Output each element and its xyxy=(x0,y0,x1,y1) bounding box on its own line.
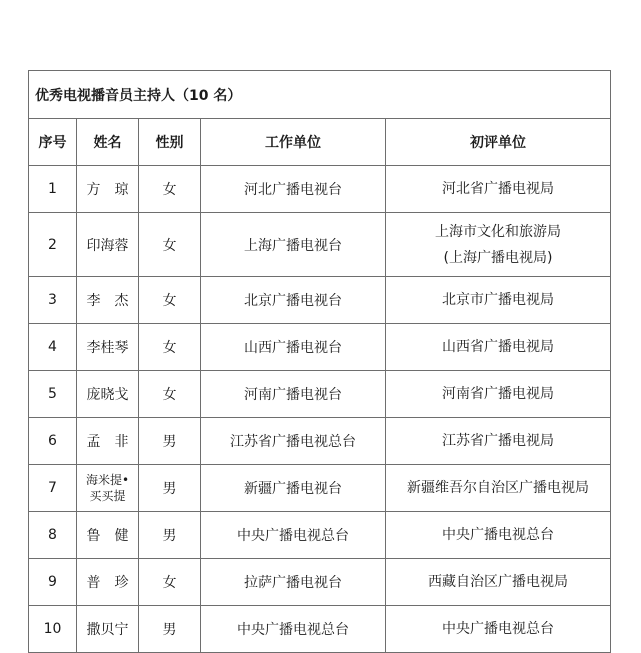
cell-gender: 男 xyxy=(139,418,201,465)
cell-name: 鲁 健 xyxy=(77,512,139,559)
cell-gender: 女 xyxy=(139,277,201,324)
eval-line: (上海广播电视局) xyxy=(443,249,553,266)
cell-gender: 女 xyxy=(139,166,201,213)
cell-eval-unit xyxy=(386,277,611,324)
cell-eval-unit xyxy=(386,371,611,418)
cell-name: 李 杰 xyxy=(77,277,139,324)
table-row xyxy=(29,166,611,213)
cell-no: 7 xyxy=(29,465,77,512)
eval-line: 河北省广播电视局 xyxy=(442,181,554,197)
cell-work-unit: 河南广播电视台 xyxy=(201,371,386,418)
cell-gender: 男 xyxy=(139,512,201,559)
cell-gender: 女 xyxy=(139,559,201,606)
eval-line: 上海市文化和旅游局 xyxy=(435,223,561,240)
cell-work-unit: 河北广播电视台 xyxy=(201,166,386,213)
awards-table xyxy=(28,70,611,653)
cell-gender: 女 xyxy=(139,371,201,418)
cell-eval-unit xyxy=(386,166,611,213)
name-line: 海米提• xyxy=(85,473,130,487)
cell-eval-unit xyxy=(386,465,611,512)
cell-work-unit: 中央广播电视总台 xyxy=(201,512,386,559)
header-no: 序号 xyxy=(29,119,77,166)
header-name: 姓名 xyxy=(77,119,139,166)
cell-no: 6 xyxy=(29,418,77,465)
cell-eval-unit xyxy=(386,418,611,465)
eval-line: 河南省广播电视局 xyxy=(442,386,554,402)
cell-no: 8 xyxy=(29,512,77,559)
cell-work-unit: 拉萨广播电视台 xyxy=(201,559,386,606)
cell-work-unit: 江苏省广播电视总台 xyxy=(201,418,386,465)
cell-gender: 女 xyxy=(139,213,201,277)
cell-gender: 女 xyxy=(139,324,201,371)
table-row xyxy=(29,512,611,559)
table-row xyxy=(29,465,611,512)
eval-line: 中央广播电视总台 xyxy=(442,527,554,543)
cell-work-unit: 北京广播电视台 xyxy=(201,277,386,324)
cell-eval-unit xyxy=(386,606,611,653)
cell-work-unit: 山西广播电视台 xyxy=(201,324,386,371)
cell-no: 3 xyxy=(29,277,77,324)
table-row xyxy=(29,606,611,653)
cell-no: 9 xyxy=(29,559,77,606)
cell-name: 李桂琴 xyxy=(77,324,139,371)
cell-work-unit: 新疆广播电视台 xyxy=(201,465,386,512)
cell-eval-unit xyxy=(386,213,611,277)
document-page xyxy=(28,70,610,653)
header-eval-unit: 初评单位 xyxy=(386,119,611,166)
cell-work-unit: 中央广播电视总台 xyxy=(201,606,386,653)
cell-gender: 男 xyxy=(139,465,201,512)
cell-eval-unit xyxy=(386,559,611,606)
cell-no: 1 xyxy=(29,166,77,213)
table-row xyxy=(29,371,611,418)
table-header-row xyxy=(29,119,611,166)
cell-name: 庞晓戈 xyxy=(77,371,139,418)
table-row xyxy=(29,277,611,324)
cell-name: 方 琼 xyxy=(77,166,139,213)
table-row xyxy=(29,418,611,465)
table-row xyxy=(29,324,611,371)
cell-name: 孟 非 xyxy=(77,418,139,465)
name-line: 买买提 xyxy=(89,489,126,503)
cell-no: 2 xyxy=(29,213,77,277)
cell-eval-unit xyxy=(386,324,611,371)
table-title: 优秀电视播音员主持人（10 名） xyxy=(29,71,611,119)
cell-name: 撒贝宁 xyxy=(77,606,139,653)
eval-line: 北京市广播电视局 xyxy=(442,292,554,308)
table-row xyxy=(29,559,611,606)
header-work-unit: 工作单位 xyxy=(201,119,386,166)
header-gender: 性别 xyxy=(139,119,201,166)
eval-line: 西藏自治区广播电视局 xyxy=(428,574,568,590)
table-row xyxy=(29,213,611,277)
cell-name: 印海蓉 xyxy=(77,213,139,277)
cell-no: 4 xyxy=(29,324,77,371)
eval-line: 中央广播电视总台 xyxy=(442,621,554,637)
eval-line: 江苏省广播电视局 xyxy=(442,433,554,449)
cell-name xyxy=(77,465,139,512)
cell-gender: 男 xyxy=(139,606,201,653)
cell-name: 普 珍 xyxy=(77,559,139,606)
table-title-row xyxy=(29,71,611,119)
cell-no: 5 xyxy=(29,371,77,418)
cell-no: 10 xyxy=(29,606,77,653)
cell-eval-unit xyxy=(386,512,611,559)
cell-work-unit: 上海广播电视台 xyxy=(201,213,386,277)
eval-line: 山西省广播电视局 xyxy=(442,339,554,355)
eval-line: 新疆维吾尔自治区广播电视局 xyxy=(407,480,589,496)
